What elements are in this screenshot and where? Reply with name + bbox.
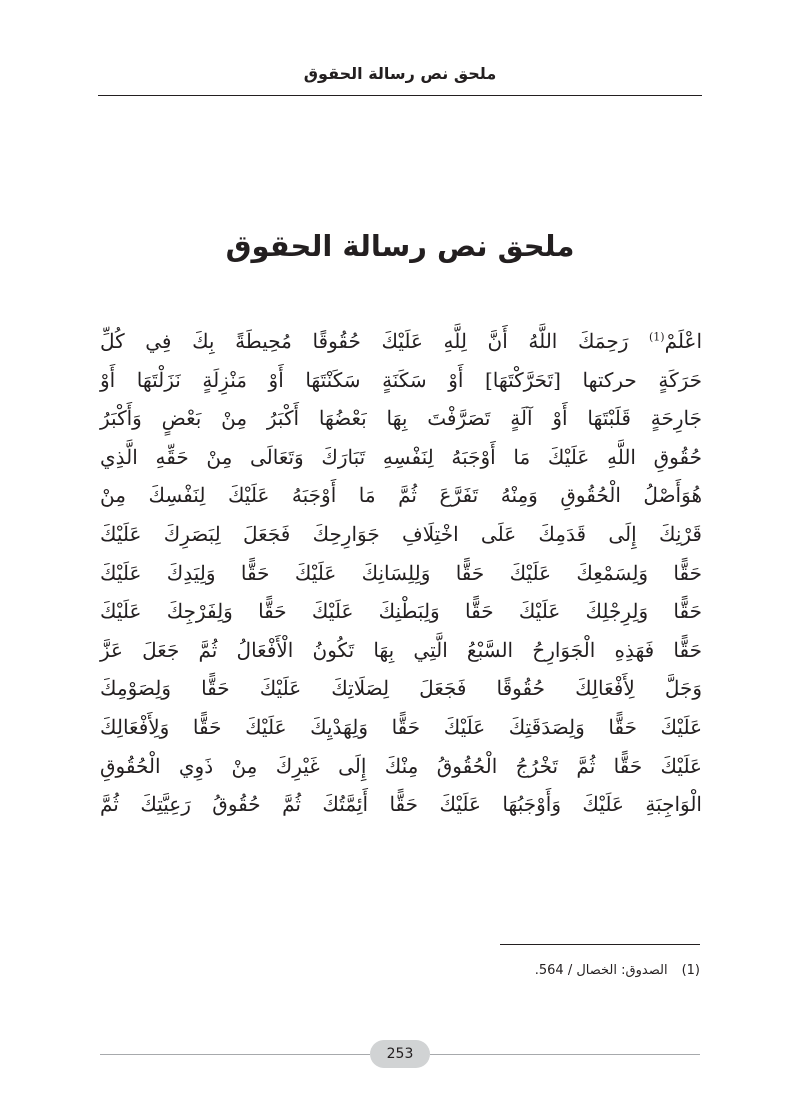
page-number: 253 xyxy=(370,1040,430,1068)
body-line xyxy=(100,322,702,361)
body-line: عَلَيْكَ حَقًّا ثُمَّ تَخْرُجُ الْحُقُوقُ مِنْكَ إِلَى غَيْرِكَ مِنْ ذَوِي الْحُقُوقِ xyxy=(100,753,702,778)
page-title: ملحق نص رسالة الحقوق xyxy=(225,229,575,263)
running-header: ملحق نص رسالة الحقوق xyxy=(303,64,497,83)
body-line: حُقُوقِ اللَّهِ عَلَيْكَ مَا أَوْجَبَهُ لِنَفْسِهِ تَبَارَكَ وَتَعَالَى مِنْ حَقِّهِ الَّذِي xyxy=(100,444,702,469)
body-line: حَقًّا فَهَذِهِ الْجَوَارِحُ السَّبْعُ الَّتِي بِهَا تَكُونُ الْأَفْعَالُ ثُمَّ جَعَلَ عَزَّ xyxy=(100,637,702,662)
body-line: حَقًّا وَلِرِجْلِكَ عَلَيْكَ حَقًّا وَلِبَطْنِكَ عَلَيْكَ حَقًّا وَلِفَرْجِكَ عَلَيْكَ xyxy=(100,599,702,624)
body-line-rest: رَحِمَكَ اللَّهُ أَنَّ لِلَّهِ عَلَيْكَ حُقُوقًا مُحِيطَةً بِكَ فِي كُلِّ xyxy=(100,329,629,353)
page-number-rule-left xyxy=(100,1054,370,1055)
footnote xyxy=(100,962,700,980)
body-line: وَجَلَّ لِأَفْعَالِكَ حُقُوقًا فَجَعَلَ لِصَلَاتِكَ عَلَيْكَ حَقًّا وَلِصَوْمِكَ xyxy=(100,676,702,701)
body-line: عَلَيْكَ حَقًّا وَلِصَدَقَتِكَ عَلَيْكَ حَقًّا وَلِهَدْيِكَ عَلَيْكَ حَقًّا وَلِأَفْعَالِكَ xyxy=(100,714,702,739)
page-number-rule-right xyxy=(430,1054,700,1055)
body-text xyxy=(100,322,702,824)
body-line: حَرَكَةٍ حركتها [تَحَرَّكْتَهَا] أَوْ سَكَنَةٍ سَكَنْتَهَا أَوْ مَنْزِلَةٍ نَزَلْتَهَا أَوْ xyxy=(100,367,702,392)
body-line: الْوَاجِبَةِ عَلَيْكَ وَأَوْجَبُهَا عَلَيْكَ حَقًّا أَئِمَّتُكَ ثُمَّ حُقُوقُ رَعِيَّتِكَ ثُمَّ xyxy=(100,792,702,817)
body-line: حَقًّا وَلِسَمْعِكَ عَلَيْكَ حَقًّا وَلِلِسَانِكَ عَلَيْكَ حَقًّا وَلِيَدِكَ عَلَيْكَ xyxy=(100,560,702,585)
body-line: جَارِحَةٍ قَلَبْتَهَا أَوْ آلَةٍ تَصَرَّفْتَ بِهَا بَعْضُهَا أَكْبَرُ مِنْ بَعْضٍ وَأَكْبَرُ xyxy=(100,406,702,431)
body-line: قَرْنِكَ إِلَى قَدَمِكَ عَلَى اخْتِلَافِ جَوَارِحِكَ فَجَعَلَ لِبَصَرِكَ عَلَيْكَ xyxy=(100,521,702,546)
footnote-divider xyxy=(500,944,700,945)
body-line: هُوَأَصْلُ الْحُقُوقِ وَمِنْهُ تَفَرَّعَ ثُمَّ مَا أَوْجَبَهُ عَلَيْكَ لِنَفْسِكَ مِنْ xyxy=(100,483,702,508)
body-line-first-word: اعْلَمْ xyxy=(664,329,702,353)
header-divider xyxy=(98,95,702,96)
footnote-reference[interactable]: (1) xyxy=(648,330,665,344)
footnote-text: الصدوق: الخصال / 564. xyxy=(534,963,668,978)
footnote-number: (1) xyxy=(681,963,700,978)
